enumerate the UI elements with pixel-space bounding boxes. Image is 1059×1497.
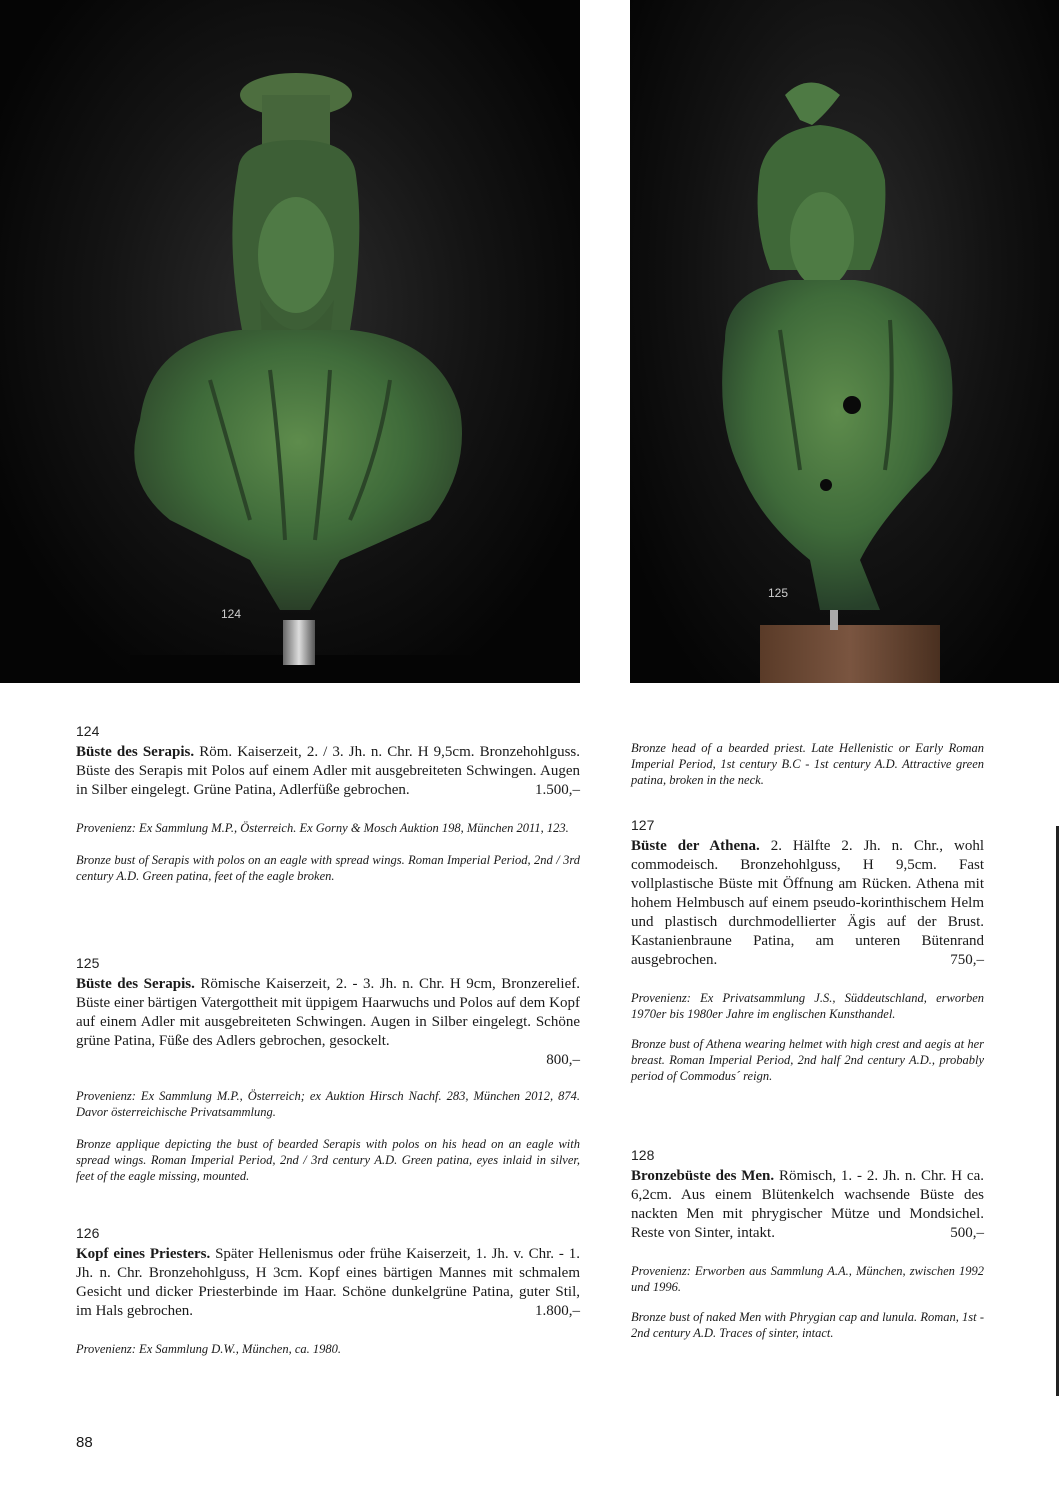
entry-title: Büste der Athena. — [631, 838, 760, 854]
catalog-entry — [76, 1224, 580, 1357]
catalog-entry — [76, 954, 580, 1184]
entry-price: 800,– — [546, 1052, 580, 1068]
entry-english: Bronze bust of Serapis with polos on an eagle with spread wings. Roman Imperial Period, 2nd / 3rd century A.D. Green patina, feet of the eagle broken. — [76, 853, 580, 883]
entry-english: Bronze bust of Athena wearing helmet with high crest and aegis at her breast. Roman Imperial Period, 2nd half 2nd century A.D., probably period of Commodus´ reign. — [631, 1037, 984, 1083]
entry-provenance: Provenienz: Ex Sammlung M.P., Österreich. Ex Gorny & Mosch Auktion 198, München 2011, 123. — [76, 821, 569, 835]
entry-provenance: Provenienz: Ex Sammlung D.W., München, ca. 1980. — [76, 1342, 341, 1356]
entry-description — [76, 743, 580, 800]
entry-text: Römische Kaiserzeit, 2. - 3. Jh. n. Chr. H 9cm, Bronzerelief. Büste einer bärtigen Vatergottheit mit üppigem Haarwuchs und Polos auf dem Kopf auf einem Adler mit ausgebreiteten Schwingen. Augen in Silber eingelegt. Schöne grüne Patina, Füße des Adlers gebrochen, gesockelt. — [76, 976, 580, 1049]
entry-text: Röm. Kaiserzeit, 2. / 3. Jh. n. Chr. H 9,5cm. Bronzehohlguss. Büste des Serapis mit Polos auf einem Adler mit ausgebreiteten Schwingen. Augen in Silber eingelegt. Grüne Patina, Adlerfüße gebrochen. — [76, 744, 580, 798]
entry-description — [76, 1245, 580, 1321]
entry-provenance: Provenienz: Ex Privatsammlung J.S., Süddeutschland, erworben 1970er bis 1980er Jahre im englischen Kunsthandel. — [631, 991, 984, 1021]
serapis-bust-image — [0, 0, 580, 683]
photo-label: 125 — [768, 586, 789, 600]
lot-number: 128 — [631, 1147, 655, 1163]
entry-price: 1.500,– — [535, 782, 580, 798]
entry-price: 750,– — [950, 952, 984, 968]
entry-title: Büste des Serapis. — [76, 976, 195, 992]
entry-title: Bronzebüste des Men. — [631, 1168, 775, 1184]
lot-number: 125 — [76, 955, 100, 971]
entry-english: Bronze head of a bearded priest. Late Hellenistic or Early Roman Imperial Period, 1st century B.C - 1st century A.D. Attractive green patina, broken in the neck. — [631, 741, 984, 787]
lot-number: 127 — [631, 817, 655, 833]
lot-number: 126 — [76, 1225, 100, 1241]
entry-english: Bronze applique depicting the bust of bearded Serapis with polos on his head on an eagle with spread wings. Roman Imperial Period, 2nd / 3rd century A.D. Green patina, eyes inlaid in silver, feet of the eagle missing, mounted. — [76, 1137, 580, 1183]
entry-provenance: Provenienz: Ex Sammlung M.P., Österreich; ex Auktion Hirsch Nachf. 283, München 2012, 874. Davor österreichische Privatsammlung. — [76, 1089, 580, 1119]
page-number: 88 — [76, 1434, 93, 1451]
lot-number: 124 — [76, 723, 100, 739]
catalog-entry — [631, 1146, 984, 1341]
entry-description — [631, 1167, 984, 1243]
entry-text: 2. Hälfte 2. Jh. n. Chr., wohl commodeisch. Bronzehohlguss, H 9,5cm. Fast vollplastische Büste mit Öffnung am Rücken. Athena mit hohem Helmbusch auf einem pseudo-korinthischem Helm und plastisch durchmodellierter Ägis auf der Brust. Kastanienbraune Patina, am unteren Bütenrand ausgebrochen. — [631, 838, 984, 968]
entry-text: Später Hellenismus oder frühe Kaiserzeit, 1. Jh. v. Chr. - 1. Jh. n. Chr. Bronzehohlguss, H 3cm. Kopf eines bärtigen Mannes mit schmalem Gesicht und dicker Priesterbinde im Haar. Schöne dunkelgrüne Patina, guter Stil, im Hals gebrochen. — [76, 1246, 580, 1319]
entry-title: Kopf eines Priesters. — [76, 1246, 211, 1262]
catalog-entry — [631, 816, 984, 1084]
photo-label: 124 — [221, 607, 242, 621]
entry-price: 500,– — [950, 1225, 984, 1241]
entry-text: Römisch, 1. - 2. Jh. n. Chr. H ca. 6,2cm. Aus einem Blütenkelch wachsende Büste des nackten Men mit phrygischer Mütze und Mondsichel. Reste von Sinter, intakt. — [631, 1168, 984, 1241]
entry-description — [76, 975, 580, 1051]
entry-description — [631, 837, 984, 970]
entry-provenance: Provenienz: Erworben aus Sammlung A.A., München, zwischen 1992 und 1996. — [631, 1264, 984, 1294]
entry-english: Bronze bust of naked Men with Phrygian cap and lunula. Roman, 1st - 2nd century A.D. Traces of sinter, intact. — [631, 1310, 984, 1340]
entry-price: 1.800,– — [535, 1303, 580, 1319]
right-column — [631, 740, 984, 1341]
serapis-applique-image — [630, 0, 1059, 683]
photo-lot-125 — [630, 0, 1059, 683]
catalog-entry — [76, 722, 580, 884]
entry-title: Büste des Serapis. — [76, 744, 195, 760]
photo-lot-124 — [0, 0, 580, 683]
left-column — [76, 722, 580, 1357]
